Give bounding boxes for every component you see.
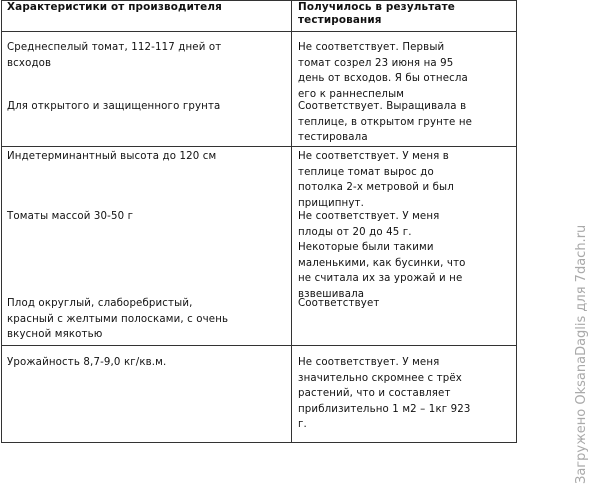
- result-fruit: Соответствует: [298, 298, 380, 309]
- header-test-results: Получилось в результате тестирования: [298, 1, 455, 26]
- result-height: Не соответствует. У меня в теплице томат вырос до потолка 2-х метровой и был прищипнут.: [298, 151, 454, 209]
- row-divider: [2, 146, 517, 147]
- table-border-bottom: [2, 442, 517, 443]
- header-manufacturer-specs: Характеристики от производителя: [7, 1, 222, 13]
- column-divider: [291, 0, 292, 443]
- watermark-text: Загружено OksanaDaglis для 7dach.ru: [574, 224, 589, 484]
- spec-height: Индетерминантный высота до 120 см: [7, 151, 217, 162]
- spec-ripening: Среднеспелый томат, 112-117 дней от всходов: [7, 42, 222, 69]
- comparison-table: [1, 0, 517, 443]
- spec-yield: Урожайность 8,7-9,0 кг/кв.м.: [7, 357, 167, 368]
- result-yield: Не соответствует. У меня значительно скромнее с трёх растений, что и составляет приблизительно 1 м2 – 1кг 923 г.: [298, 357, 471, 431]
- row-divider: [2, 345, 517, 346]
- spec-fruit: Плод округлый, слаборебристый, красный с желтыми полосками, с очень вкусной мякотью: [7, 298, 229, 341]
- spec-weight: Томаты массой 30-50 г: [7, 211, 134, 222]
- result-weight: Не соответствует. У меня плоды от 20 до 45 г. Некоторые были такими маленькими, как бусинки, что не считала их за урожай и не взвешивала: [298, 211, 466, 300]
- spec-ground: Для открытого и защищенного грунта: [7, 101, 221, 112]
- result-ground: Соответствует. Выращивала в теплице, в открытом грунте не тестировала: [298, 101, 473, 144]
- header-divider: [2, 31, 517, 32]
- result-ripening: Не соответствует. Первый томат созрел 23 июня на 95 день от всходов. Я бы отнесла его к раннеспелым: [298, 42, 468, 100]
